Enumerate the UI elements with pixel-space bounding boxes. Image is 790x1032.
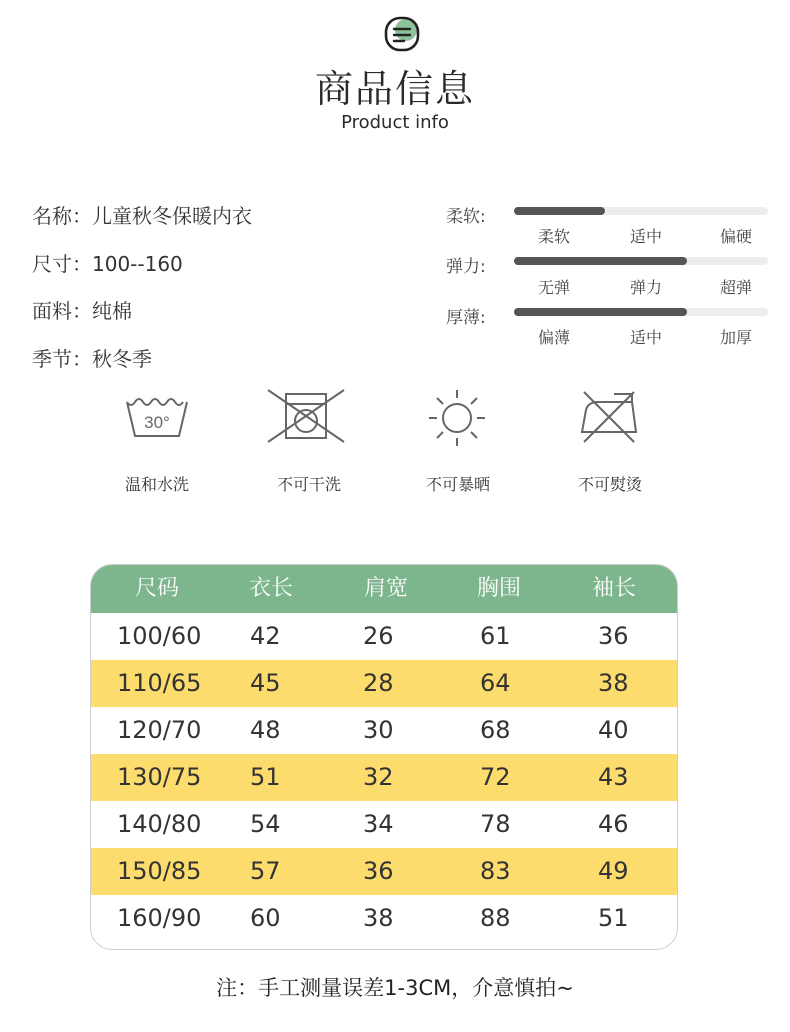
table-header-cell: 衣长 xyxy=(248,576,294,601)
table-row xyxy=(91,848,677,895)
measurement-cell: 61 xyxy=(480,622,511,650)
rating-softness-label: 柔软: xyxy=(446,207,486,227)
measurement-note: 注：手工测量误差1-3CM，介意慎拍~ xyxy=(216,976,574,1000)
measurement-cell: 38 xyxy=(598,669,629,697)
no-dry-clean-icon xyxy=(266,388,346,446)
table-header-cell: 尺码 xyxy=(134,576,180,601)
measurement-cell: 83 xyxy=(480,857,511,885)
rating-tick: 加厚 xyxy=(719,328,752,347)
measurement-cell: 51 xyxy=(250,763,281,791)
measurement-cell: 40 xyxy=(598,716,629,744)
rating-tick: 弹力 xyxy=(629,278,662,297)
page-subtitle: Product info xyxy=(341,112,449,133)
rating-tick: 偏薄 xyxy=(537,328,570,347)
rating-thickness-fill xyxy=(514,308,687,316)
care-label: 不可熨烫 xyxy=(577,475,642,494)
rating-tick: 偏硬 xyxy=(719,227,752,246)
measurement-cell: 51 xyxy=(598,904,629,932)
care-label: 温和水洗 xyxy=(124,475,189,494)
measurement-cell: 30 xyxy=(363,716,394,744)
measurement-cell: 68 xyxy=(480,716,511,744)
rating-tick: 适中 xyxy=(629,328,662,347)
rating-softness-fill xyxy=(514,207,605,215)
measurement-cell: 57 xyxy=(250,857,281,885)
rating-tick: 超弹 xyxy=(719,278,752,297)
measurement-cell: 32 xyxy=(363,763,394,791)
no-iron-icon xyxy=(568,388,648,446)
measurement-cell: 36 xyxy=(598,622,629,650)
measurement-cell: 48 xyxy=(250,716,281,744)
table-header-cell: 胸围 xyxy=(476,576,522,601)
size-cell: 130/75 xyxy=(117,763,202,791)
measurement-cell: 28 xyxy=(363,669,394,697)
rating-elasticity-fill xyxy=(514,257,687,265)
notes-badge-icon xyxy=(382,14,422,54)
svg-text:30°: 30° xyxy=(144,413,170,432)
measurement-cell: 46 xyxy=(598,810,629,838)
size-cell: 120/70 xyxy=(117,716,202,744)
measurement-cell: 72 xyxy=(480,763,511,791)
table-row xyxy=(91,707,677,754)
size-table xyxy=(90,564,678,950)
measurement-cell: 45 xyxy=(250,669,281,697)
measurement-cell: 78 xyxy=(480,810,511,838)
measurement-cell: 88 xyxy=(480,904,511,932)
measurement-cell: 34 xyxy=(363,810,394,838)
wash-30-icon xyxy=(117,388,197,446)
rating-thickness-label: 厚薄: xyxy=(446,308,486,328)
rating-elasticity-track xyxy=(514,257,768,265)
rating-tick: 无弹 xyxy=(537,278,570,297)
size-table-header xyxy=(91,565,677,613)
table-header-cell: 肩宽 xyxy=(363,576,409,601)
care-label: 不可暴晒 xyxy=(425,475,490,494)
table-row xyxy=(91,660,677,707)
info-size: 尺寸：100--160 xyxy=(32,252,183,276)
rating-thickness-track xyxy=(514,308,768,316)
table-row xyxy=(91,754,677,801)
size-cell: 150/85 xyxy=(117,857,202,885)
measurement-cell: 60 xyxy=(250,904,281,932)
rating-tick: 柔软 xyxy=(537,227,570,246)
page-title: 商品信息 xyxy=(314,67,475,111)
measurement-cell: 42 xyxy=(250,622,281,650)
table-header-cell: 袖长 xyxy=(591,576,637,601)
measurement-cell: 36 xyxy=(363,857,394,885)
measurement-cell: 26 xyxy=(363,622,394,650)
size-cell: 110/65 xyxy=(117,669,202,697)
info-fabric: 面料：纯棉 xyxy=(32,299,132,323)
info-season: 季节：秋冬季 xyxy=(32,347,152,371)
size-cell: 160/90 xyxy=(117,904,202,932)
rating-softness-track xyxy=(514,207,768,215)
care-label: 不可干洗 xyxy=(276,475,341,494)
table-row xyxy=(91,801,677,848)
info-name: 名称：儿童秋冬保暖内衣 xyxy=(32,204,252,228)
table-row xyxy=(91,895,677,942)
measurement-cell: 38 xyxy=(363,904,394,932)
measurement-cell: 43 xyxy=(598,763,629,791)
measurement-cell: 64 xyxy=(480,669,511,697)
measurement-cell: 49 xyxy=(598,857,629,885)
rating-elasticity-label: 弹力: xyxy=(446,257,486,277)
rating-tick: 适中 xyxy=(629,227,662,246)
table-row xyxy=(91,613,677,660)
size-cell: 140/80 xyxy=(117,810,202,838)
no-sun-dry-icon xyxy=(417,388,497,446)
size-cell: 100/60 xyxy=(117,622,202,650)
measurement-cell: 54 xyxy=(250,810,281,838)
